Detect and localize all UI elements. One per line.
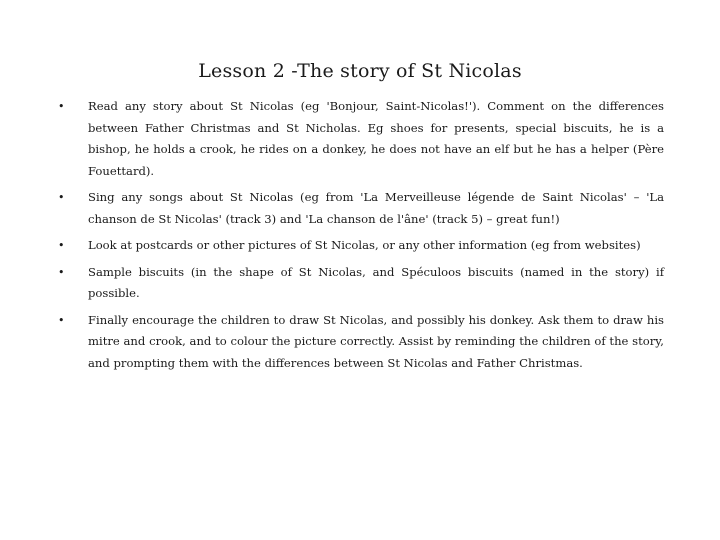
- bullet-icon: •: [58, 191, 65, 204]
- bullet-item: [58, 262, 664, 305]
- bullet-item: [58, 235, 664, 257]
- bullet-text: Sample biscuits (in the shape of St Nicolas, and Spéculoos biscuits (named in the story) if possible.: [88, 264, 664, 300]
- bullet-item: [58, 187, 664, 230]
- bullet-item: [58, 96, 664, 182]
- bullet-text: Sing any songs about St Nicolas (eg from 'La Merveilleuse légende de Saint Nicolas' – 'La chanson de St Nicolas' (track 3) and 'La chanson de l'âne' (track 5) – great fun!): [88, 190, 664, 226]
- bullet-text: Read any story about St Nicolas (eg 'Bonjour, Saint-Nicolas!'). Comment on the differences between Father Christmas and St Nicholas. Eg shoes for presents, special biscuits, he is a bishop, he holds a crook, he rides on a donkey, he does not have an elf but he has a helper (Père Fouettard).: [88, 99, 664, 178]
- bullet-icon: •: [58, 239, 65, 252]
- bullet-icon: •: [58, 265, 65, 279]
- bullet-list: [58, 96, 664, 379]
- bullet-icon: •: [58, 313, 65, 327]
- slide-title: Lesson 2 -The story of St Nicolas: [198, 60, 522, 82]
- bullet-text: Finally encourage the children to draw St Nicolas, and possibly his donkey. Ask them to draw his mitre and crook, and to colour the picture correctly. Assist by reminding the children of the story, and prompting them with the differences between St Nicolas and Father Christmas.: [88, 312, 664, 370]
- bullet-icon: •: [58, 100, 65, 113]
- bullet-item: [58, 310, 664, 375]
- bullet-text: Look at postcards or other pictures of St Nicolas, or any other information (eg from websites): [88, 238, 641, 252]
